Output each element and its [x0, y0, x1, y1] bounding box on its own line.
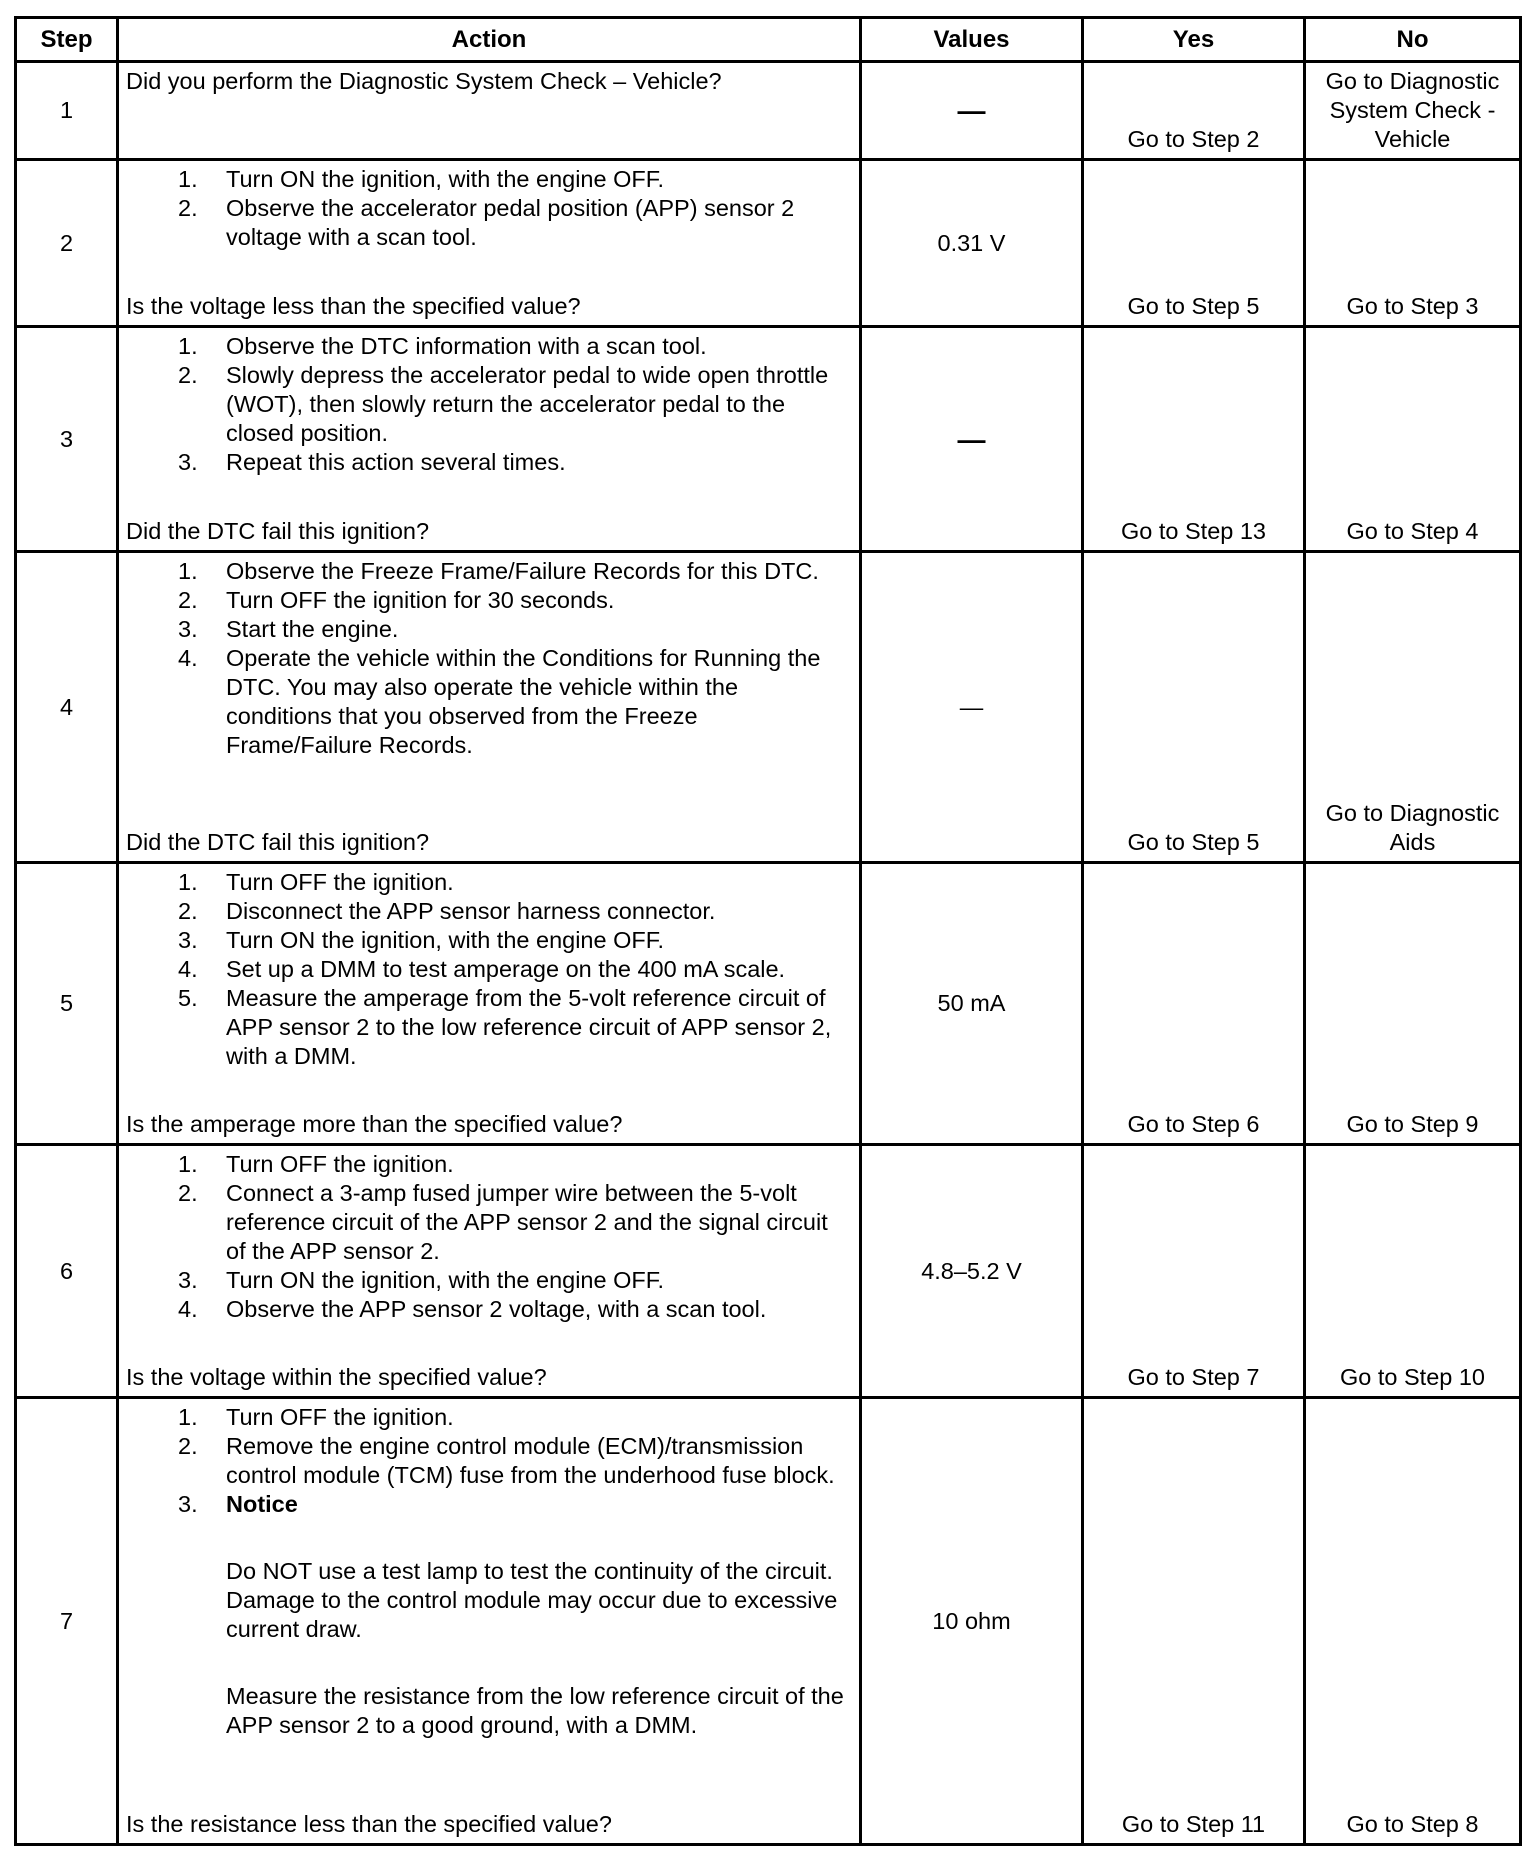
header-yes: Yes — [1081, 19, 1303, 60]
item-text: Turn OFF the ignition. — [226, 1151, 454, 1177]
item-text: Remove the engine control module (ECM)/transmission control module (TCM) fuse from the underhood fuse block. — [226, 1433, 835, 1488]
no-cell: Go to Step 8 — [1303, 1399, 1519, 1843]
step-number: 7 — [59, 1607, 74, 1634]
no-cell: Go to Step 3 — [1303, 161, 1519, 325]
list-item — [126, 868, 849, 897]
item-text: Set up a DMM to test amperage on the 400 mA scale. — [226, 956, 786, 982]
item-number: 1. — [178, 869, 198, 895]
action-steps — [126, 332, 849, 477]
item-text: Measure the amperage from the 5-volt reference circuit of APP sensor 2 to the low reference circuit of APP sensor 2, with a DMM. — [226, 985, 832, 1069]
action-question: Is the resistance less than the specified value? — [126, 1811, 612, 1837]
action-cell — [116, 161, 859, 325]
notice-text: Do NOT use a test lamp to test the continuity of the circuit. Damage to the control module may occur due to excessive current draw. — [226, 1558, 838, 1642]
yes-cell: Go to Step 7 — [1081, 1146, 1303, 1396]
item-text: Slowly depress the accelerator pedal to wide open throttle (WOT), then slowly return the accelerator pedal to the closed position. — [226, 362, 829, 446]
list-item — [126, 1295, 849, 1324]
yes-cell: Go to Step 6 — [1081, 864, 1303, 1143]
item-text: Operate the vehicle within the Conditions for Running the DTC. You may also operate the vehicle within the conditions that you observed from the Freeze Frame/Failure Records. — [226, 645, 821, 758]
table-row-step-7 — [17, 1396, 1519, 1843]
values-cell: — — [859, 553, 1081, 861]
action-question: Did the DTC fail this ignition? — [126, 518, 430, 544]
no-line: Go to Diagnostic — [1325, 68, 1500, 94]
item-text: Turn OFF the ignition. — [226, 869, 454, 895]
yes-cell: Go to Step 11 — [1081, 1399, 1303, 1843]
list-item — [126, 557, 849, 586]
action-cell — [116, 63, 859, 158]
item-number: 2. — [178, 898, 198, 924]
action-cell — [116, 328, 859, 550]
no-cell: Go to Step 10 — [1303, 1146, 1519, 1396]
list-item — [126, 984, 849, 1071]
step-number: 2 — [59, 229, 74, 256]
table-row-step-5 — [17, 861, 1519, 1143]
item-number: 3. — [178, 927, 198, 953]
item-number: 3. — [178, 449, 198, 475]
item-number: 4. — [178, 645, 198, 671]
item-number: 1. — [178, 333, 198, 359]
item-text: Observe the Freeze Frame/Failure Records for this DTC. — [226, 558, 819, 584]
table-row-step-4 — [17, 550, 1519, 861]
header-no: No — [1303, 19, 1519, 60]
table-header-row — [17, 19, 1519, 60]
item-number: 5. — [178, 985, 198, 1011]
list-item — [126, 586, 849, 615]
item-number: 4. — [178, 956, 198, 982]
action-steps — [126, 1150, 849, 1324]
action-steps — [126, 557, 849, 760]
diagnostic-table — [14, 16, 1522, 1846]
values-cell: 0.31 V — [859, 161, 1081, 325]
header-values: Values — [859, 19, 1081, 60]
list-item — [126, 615, 849, 644]
values-cell: 4.8–5.2 V — [859, 1146, 1081, 1396]
step-number: 5 — [59, 990, 74, 1016]
list-item — [126, 165, 849, 194]
item-number: 1. — [178, 558, 198, 584]
step-number: 6 — [59, 1257, 74, 1284]
list-item — [126, 1403, 849, 1432]
item-number: 1. — [178, 1151, 198, 1177]
yes-cell: Go to Step 5 — [1081, 553, 1303, 861]
no-line: Vehicle — [1374, 126, 1451, 152]
values-cell: 10 ohm — [859, 1399, 1081, 1843]
no-line: System Check - — [1329, 97, 1496, 123]
yes-cell: Go to Step 13 — [1081, 328, 1303, 550]
step-number: 1 — [59, 97, 74, 123]
item-text: Turn ON the ignition, with the engine OFF. — [226, 927, 665, 953]
item-number: 3. — [178, 1267, 198, 1293]
item-text: Connect a 3-amp fused jumper wire between the 5-volt reference circuit of the APP sensor 2 and the signal circuit of the APP sensor 2. — [226, 1180, 828, 1264]
table-row-step-2 — [17, 158, 1519, 325]
action-steps — [126, 1403, 849, 1519]
notice-title: Notice — [226, 1491, 298, 1517]
yes-cell: Go to Step 5 — [1081, 161, 1303, 325]
item-number: 1. — [178, 166, 198, 192]
action-cell — [116, 1399, 859, 1843]
no-cell — [1303, 553, 1519, 861]
item-number: 3. — [178, 1491, 198, 1517]
item-text: Turn ON the ignition, with the engine OFF. — [226, 1267, 665, 1293]
list-item — [126, 1432, 849, 1490]
value-dash: — — [957, 95, 986, 126]
no-cell — [1303, 63, 1519, 158]
item-text: Repeat this action several times. — [226, 449, 566, 475]
action-steps — [126, 165, 849, 252]
action-cell — [116, 1146, 859, 1396]
list-item — [126, 1266, 849, 1295]
no-cell: Go to Step 9 — [1303, 864, 1519, 1143]
item-number: 2. — [178, 587, 198, 613]
action-cell — [116, 553, 859, 861]
list-item — [126, 1490, 849, 1519]
item-text: Observe the DTC information with a scan tool. — [226, 333, 707, 359]
values-cell — [859, 63, 1081, 158]
action-steps — [126, 868, 849, 1071]
item-number: 2. — [178, 1433, 198, 1459]
values-cell — [859, 328, 1081, 550]
list-item — [126, 361, 849, 448]
no-line: Aids — [1389, 829, 1436, 855]
list-item — [126, 926, 849, 955]
item-text: Turn ON the ignition, with the engine OFF. — [226, 166, 665, 192]
action-cell — [116, 864, 859, 1143]
no-line: Go to Diagnostic — [1325, 800, 1500, 826]
header-step: Step — [40, 26, 93, 53]
item-text: Start the engine. — [226, 616, 399, 642]
item-number: 2. — [178, 362, 198, 388]
value-dash: — — [957, 423, 986, 455]
table-row-step-6 — [17, 1143, 1519, 1396]
step-number: 3 — [59, 425, 74, 452]
item-number: 2. — [178, 195, 198, 221]
no-cell: Go to Step 4 — [1303, 328, 1519, 550]
list-item — [126, 1179, 849, 1266]
action-question: Did the DTC fail this ignition? — [126, 829, 430, 855]
item-text: Observe the APP sensor 2 voltage, with a scan tool. — [226, 1296, 767, 1322]
item-number: 1. — [178, 1404, 198, 1430]
yes-cell: Go to Step 2 — [1081, 63, 1303, 158]
table-row-step-1 — [17, 60, 1519, 158]
list-item — [126, 448, 849, 477]
list-item — [126, 332, 849, 361]
step-number: 4 — [59, 693, 74, 720]
item-text: Observe the accelerator pedal position (APP) sensor 2 voltage with a scan tool. — [226, 195, 795, 250]
item-text: Turn OFF the ignition for 30 seconds. — [226, 587, 615, 613]
item-text: Disconnect the APP sensor harness connector. — [226, 898, 716, 924]
action-question: Did you perform the Diagnostic System Check – Vehicle? — [126, 68, 722, 94]
list-item — [126, 194, 849, 252]
table-row-step-3 — [17, 325, 1519, 550]
item-text: Turn OFF the ignition. — [226, 1404, 454, 1430]
list-item — [126, 897, 849, 926]
list-item — [126, 644, 849, 760]
list-item — [126, 1150, 849, 1179]
action-question: Is the voltage less than the specified value? — [126, 293, 581, 319]
list-item — [126, 955, 849, 984]
item-number: 2. — [178, 1180, 198, 1206]
item-number: 4. — [178, 1296, 198, 1322]
header-action: Action — [116, 19, 859, 60]
values-cell: 50 mA — [859, 864, 1081, 1143]
action-question: Is the amperage more than the specified value? — [126, 1111, 623, 1137]
item-number: 3. — [178, 616, 198, 642]
measure-text: Measure the resistance from the low reference circuit of the APP sensor 2 to a good ground, with a DMM. — [226, 1683, 844, 1738]
action-question: Is the voltage within the specified value? — [126, 1364, 547, 1390]
